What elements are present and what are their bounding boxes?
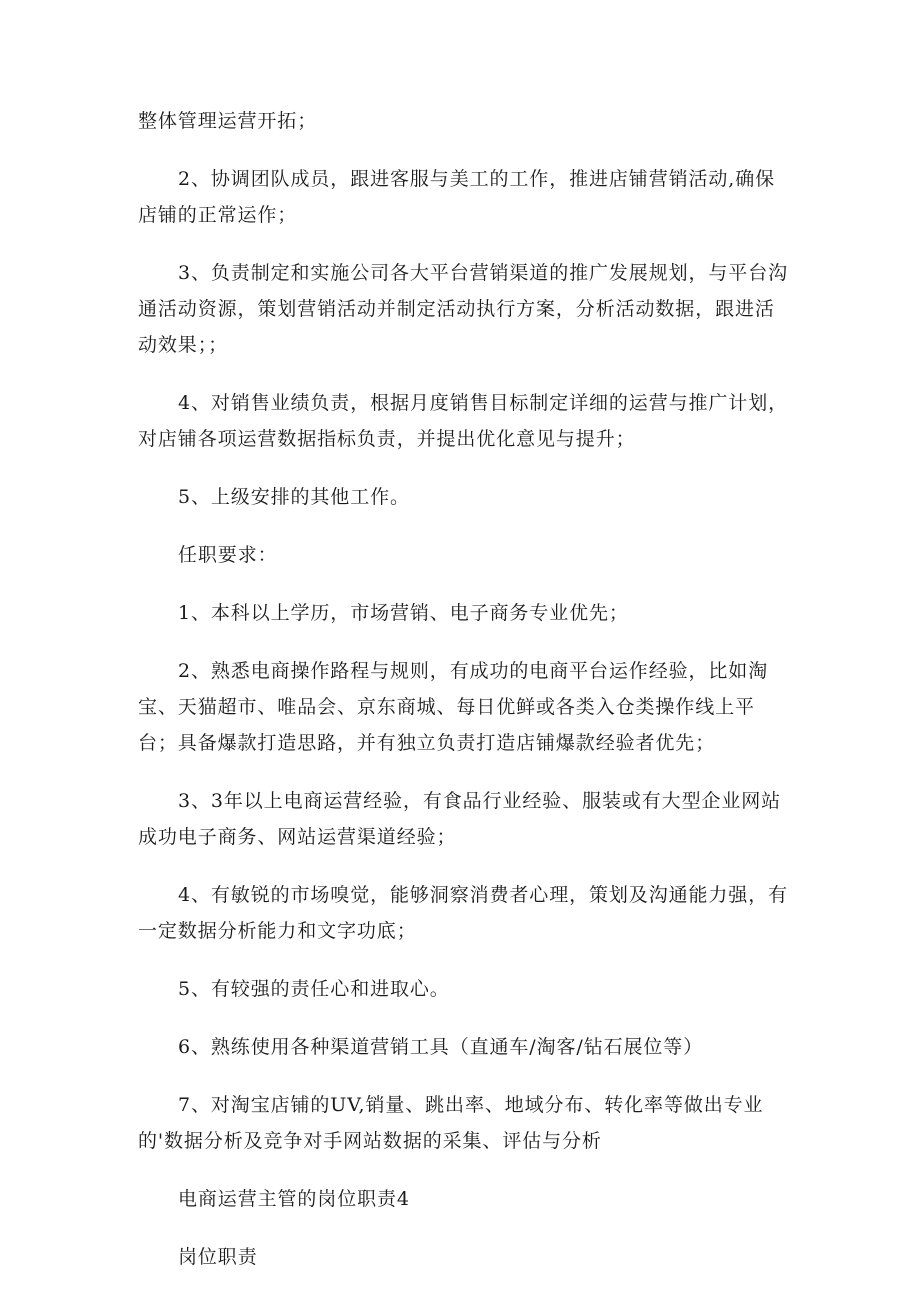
- requirement-item-2: 2、熟悉电商操作路程与规则，有成功的电商平台运作经验，比如淘宝、天猫超市、唯品会、京东商城、每日优鲜或各类入仓类操作线上平台；具备爆款打造思路，并有独立负责打造店铺爆款经验者优先；: [138, 660, 769, 754]
- requirement-item-1: 1、本科以上学历，市场营销、电子商务专业优先；: [178, 602, 629, 624]
- duty-item-5: 5、上级安排的其他工作。: [178, 486, 410, 508]
- duty-item-3: 3、负责制定和实施公司各大平台营销渠道的推广发展规划，与平台沟通活动资源，策划营销活动并制定活动执行方案，分析活动数据，跟进活动效果；；: [138, 262, 788, 356]
- requirement-item-4: 4、有敏锐的市场嗅觉，能够洞察消费者心理，策划及沟通能力强，有一定数据分析能力和文字功底；: [138, 884, 788, 942]
- requirement-item-7: 7、对淘宝店铺的UV,销量、跳出率、地域分布、转化率等做出专业的'数据分析及竞争对手网站数据的采集、评估与分析: [138, 1094, 764, 1152]
- subsection-title: 岗位职责: [178, 1246, 258, 1268]
- duty-item-4: 4、对销售业绩负责，根据月度销售目标制定详细的运营与推广计划，对店铺各项运营数据指标负责，并提出优化意见与提升；: [138, 392, 788, 450]
- section-title: 电商运营主管的岗位职责4: [178, 1188, 410, 1210]
- requirement-item-6: 6、熟练使用各种渠道营销工具（直通车/淘客/钻石展位等）: [178, 1036, 704, 1058]
- requirement-item-5: 5、有较强的责任心和进取心。: [178, 978, 450, 1000]
- paragraph-continuation: 整体管理运营开拓；: [138, 110, 318, 132]
- duty-item-2: 2、协调团队成员，跟进客服与美工的工作，推进店铺营销活动,确保店铺的正常运作；: [138, 168, 776, 226]
- requirements-heading: 任职要求：: [178, 544, 278, 566]
- requirement-item-3: 3、3年以上电商运营经验，有食品行业经验、服装或有大型企业网站成功电子商务、网站运营渠道经验；: [138, 790, 782, 848]
